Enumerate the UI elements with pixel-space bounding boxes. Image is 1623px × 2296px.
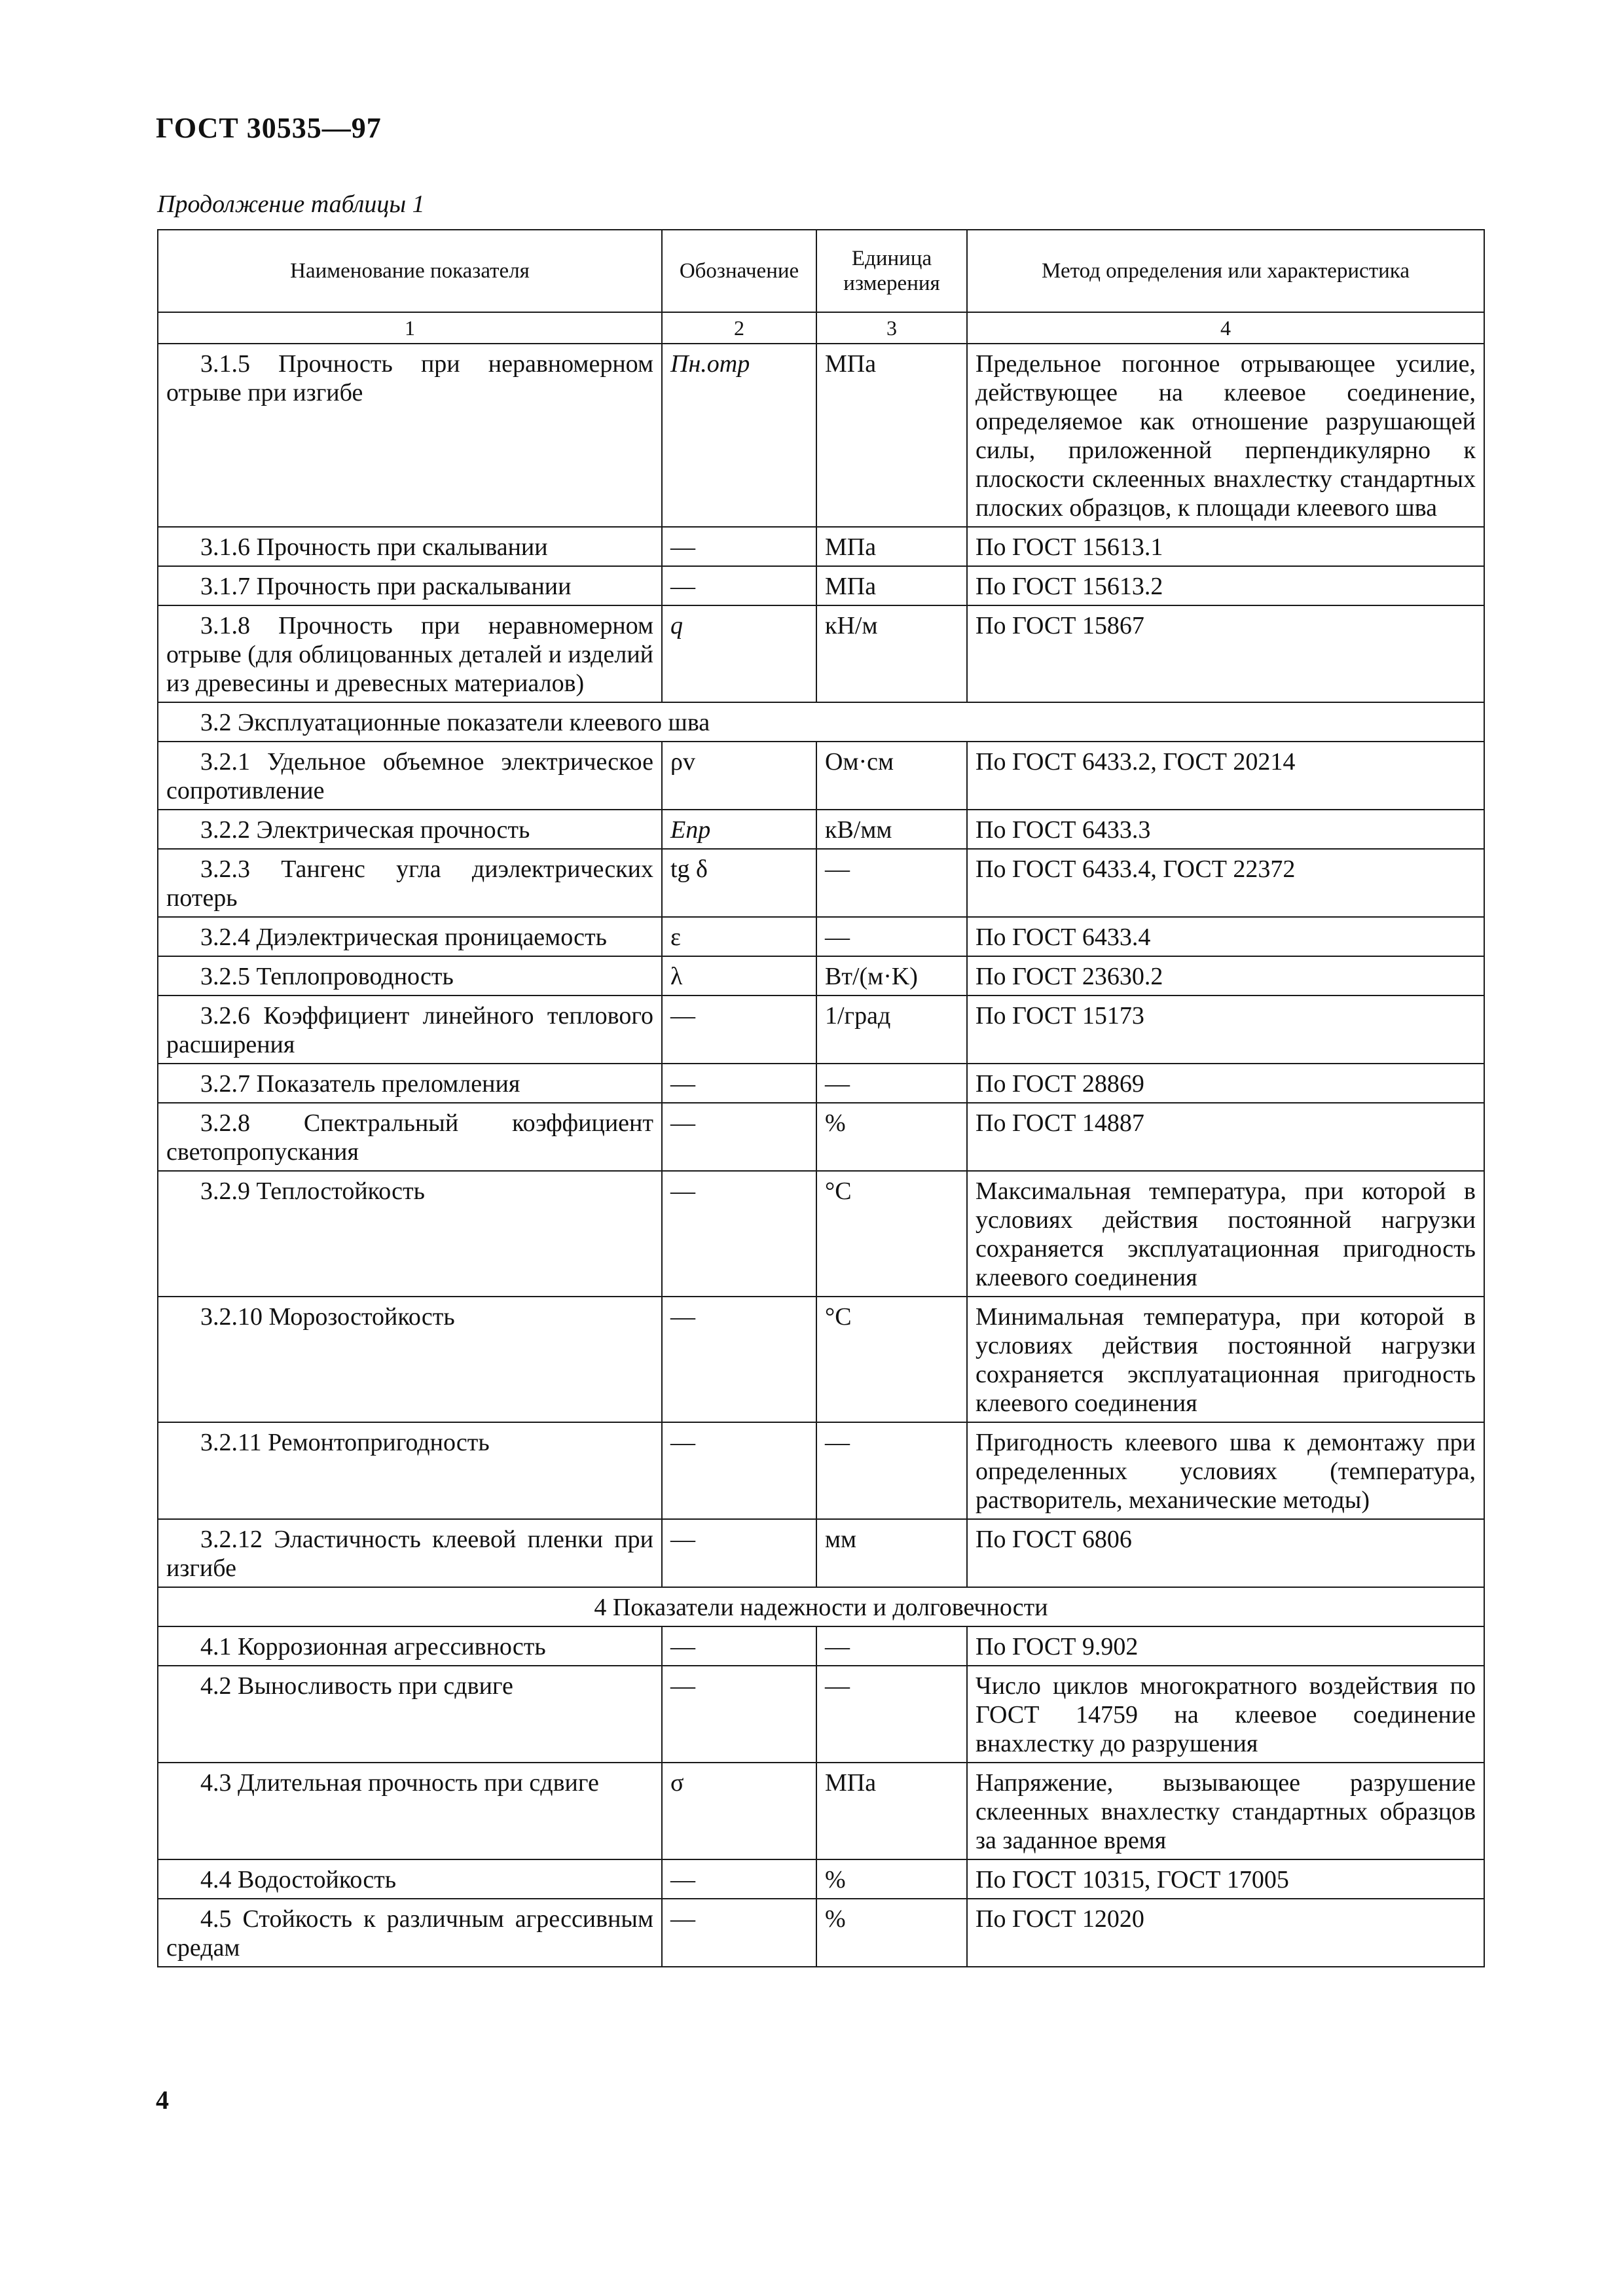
symbol-cell: σ	[662, 1763, 816, 1859]
symbol-cell: —	[662, 1297, 816, 1422]
symbol-cell: —	[662, 1171, 816, 1297]
indicator-name-cell: 3.1.5 Прочность при неравномерном отрыве при изгибе	[158, 344, 662, 527]
method-cell: По ГОСТ 6433.4	[967, 917, 1484, 956]
indicator-name-cell: 4.5 Стойкость к различным агрессивным средам	[158, 1899, 662, 1967]
unit-cell: —	[816, 1626, 967, 1666]
method-cell: По ГОСТ 10315, ГОСТ 17005	[967, 1859, 1484, 1899]
unit-cell: °С	[816, 1171, 967, 1297]
unit-cell: —	[816, 849, 967, 917]
header-name: Наименование показателя	[158, 230, 662, 312]
table-row	[158, 1899, 1484, 1967]
indicator-name-cell: 4.2 Выносливость при сдвиге	[158, 1666, 662, 1763]
method-cell: Максимальная температура, при которой в условиях действия постоянной нагрузки сохраняется эксплуатационная пригодность клеевого соединения	[967, 1171, 1484, 1297]
symbol-cell: Eпр	[662, 810, 816, 849]
indicator-name-cell: 3.2.1 Удельное объемное электрическое сопротивление	[158, 742, 662, 810]
method-cell: Минимальная температура, при которой в условиях действия постоянной нагрузки сохраняется эксплуатационная пригодность клеевого соединения	[967, 1297, 1484, 1422]
indicator-name-cell: 3.2.2 Электрическая прочность	[158, 810, 662, 849]
method-cell: По ГОСТ 15173	[967, 996, 1484, 1064]
unit-cell: Вт/(м·K)	[816, 956, 967, 996]
table-row	[158, 1422, 1484, 1519]
column-number: 1	[158, 312, 662, 344]
unit-cell: —	[816, 1064, 967, 1103]
section-heading: 4 Показатели надежности и долговечности	[158, 1587, 1484, 1626]
unit-cell: МПа	[816, 527, 967, 566]
document-title: ГОСТ 30535—97	[156, 112, 382, 144]
method-cell: Пригодность клеевого шва к демонтажу при определенных условиях (температура, растворитель, механические методы)	[967, 1422, 1484, 1519]
indicator-name-cell: 3.2.12 Эластичность клеевой пленки при изгибе	[158, 1519, 662, 1587]
symbol-cell: q	[662, 605, 816, 702]
indicator-name-cell: 3.2.10 Морозостойкость	[158, 1297, 662, 1422]
unit-cell: МПа	[816, 344, 967, 527]
symbol-cell: λ	[662, 956, 816, 996]
table-row	[158, 1859, 1484, 1899]
table-row	[158, 1666, 1484, 1763]
column-number: 4	[967, 312, 1484, 344]
unit-cell: МПа	[816, 566, 967, 605]
table-body	[158, 344, 1484, 1967]
indicator-name-cell: 3.2.6 Коэффициент линейного теплового расширения	[158, 996, 662, 1064]
unit-cell: —	[816, 1422, 967, 1519]
table-header-row	[158, 230, 1484, 312]
unit-cell: %	[816, 1899, 967, 1967]
indicator-name-cell: 3.2.7 Показатель преломления	[158, 1064, 662, 1103]
table-row	[158, 527, 1484, 566]
indicator-name-cell: 4.4 Водостойкость	[158, 1859, 662, 1899]
method-cell: По ГОСТ 9.902	[967, 1626, 1484, 1666]
unit-cell: %	[816, 1859, 967, 1899]
symbol-cell: —	[662, 566, 816, 605]
table-row	[158, 956, 1484, 996]
indicator-name-cell: 3.2.3 Тангенс угла диэлектрических потерь	[158, 849, 662, 917]
unit-cell: Ом·см	[816, 742, 967, 810]
method-cell: По ГОСТ 6433.4, ГОСТ 22372	[967, 849, 1484, 917]
unit-cell: —	[816, 917, 967, 956]
symbol-cell: —	[662, 1422, 816, 1519]
method-cell: Предельное погонное отрывающее усилие, действующее на клеевое соединение, определяемое как отношение разрушающей силы, приложенной перпендикулярно к плоскости склеенных внахлестку стандартных плоских образцов, к площади клеевого шва	[967, 344, 1484, 527]
header-symbol: Обозначение	[662, 230, 816, 312]
method-cell: По ГОСТ 6433.2, ГОСТ 20214	[967, 742, 1484, 810]
method-cell: Напряжение, вызывающее разрушение склеенных внахлестку стандартных образцов за заданное время	[967, 1763, 1484, 1859]
unit-cell: МПа	[816, 1763, 967, 1859]
method-cell: По ГОСТ 15613.2	[967, 566, 1484, 605]
method-cell: По ГОСТ 23630.2	[967, 956, 1484, 996]
method-cell: По ГОСТ 15613.1	[967, 527, 1484, 566]
table-row	[158, 996, 1484, 1064]
unit-cell: —	[816, 1666, 967, 1763]
column-number-row	[158, 312, 1484, 344]
unit-cell: 1/град	[816, 996, 967, 1064]
symbol-cell: —	[662, 996, 816, 1064]
table-row	[158, 1626, 1484, 1666]
table-row	[158, 1519, 1484, 1587]
method-cell: По ГОСТ 6806	[967, 1519, 1484, 1587]
unit-cell: %	[816, 1103, 967, 1171]
unit-cell: кВ/мм	[816, 810, 967, 849]
section-row	[158, 702, 1484, 742]
symbol-cell: —	[662, 1626, 816, 1666]
method-cell: По ГОСТ 28869	[967, 1064, 1484, 1103]
header-unit: Единица измерения	[816, 230, 967, 312]
method-cell: По ГОСТ 14887	[967, 1103, 1484, 1171]
symbol-cell: ρv	[662, 742, 816, 810]
indicator-name-cell: 3.1.7 Прочность при раскалывании	[158, 566, 662, 605]
unit-cell: °С	[816, 1297, 967, 1422]
indicators-table	[157, 229, 1485, 1967]
table-row	[158, 344, 1484, 527]
unit-cell: кН/м	[816, 605, 967, 702]
method-cell: По ГОСТ 6433.3	[967, 810, 1484, 849]
table-continuation-caption: Продолжение таблицы 1	[157, 190, 425, 218]
symbol-cell: —	[662, 527, 816, 566]
indicator-name-cell: 3.1.8 Прочность при неравномерном отрыве (для облицованных деталей и изделий из древесины и древесных материалов)	[158, 605, 662, 702]
symbol-cell: tg δ	[662, 849, 816, 917]
symbol-cell: —	[662, 1666, 816, 1763]
table-row	[158, 917, 1484, 956]
table-row	[158, 566, 1484, 605]
column-number: 2	[662, 312, 816, 344]
indicator-name-cell: 3.2.11 Ремонтопригодность	[158, 1422, 662, 1519]
table-row	[158, 810, 1484, 849]
symbol-cell: ε	[662, 917, 816, 956]
symbol-cell: —	[662, 1519, 816, 1587]
symbol-cell: Пн.отр	[662, 344, 816, 527]
method-cell: По ГОСТ 12020	[967, 1899, 1484, 1967]
symbol-cell: —	[662, 1859, 816, 1899]
indicator-name-cell: 3.2.5 Теплопроводность	[158, 956, 662, 996]
table-row	[158, 1103, 1484, 1171]
table-row	[158, 1171, 1484, 1297]
indicator-name-cell: 4.3 Длительная прочность при сдвиге	[158, 1763, 662, 1859]
indicator-name-cell: 3.2.8 Спектральный коэффициент светопропускания	[158, 1103, 662, 1171]
symbol-cell: —	[662, 1103, 816, 1171]
column-number: 3	[816, 312, 967, 344]
table-row	[158, 849, 1484, 917]
table-row	[158, 1064, 1484, 1103]
indicator-name-cell: 3.2.9 Теплостойкость	[158, 1171, 662, 1297]
page-number: 4	[156, 2085, 169, 2115]
unit-cell: мм	[816, 1519, 967, 1587]
method-cell: Число циклов многократного воздействия по ГОСТ 14759 на клеевое соединение внахлестку до разрушения	[967, 1666, 1484, 1763]
table-row	[158, 742, 1484, 810]
table-row	[158, 1763, 1484, 1859]
header-method: Метод определения или характеристика	[967, 230, 1484, 312]
section-row	[158, 1587, 1484, 1626]
indicator-name-cell: 4.1 Коррозионная агрессивность	[158, 1626, 662, 1666]
indicator-name-cell: 3.1.6 Прочность при скалывании	[158, 527, 662, 566]
symbol-cell: —	[662, 1064, 816, 1103]
method-cell: По ГОСТ 15867	[967, 605, 1484, 702]
indicator-name-cell: 3.2.4 Диэлектрическая проницаемость	[158, 917, 662, 956]
table-row	[158, 1297, 1484, 1422]
table-row	[158, 605, 1484, 702]
symbol-cell: —	[662, 1899, 816, 1967]
section-heading: 3.2 Эксплуатационные показатели клеевого шва	[158, 702, 1484, 742]
